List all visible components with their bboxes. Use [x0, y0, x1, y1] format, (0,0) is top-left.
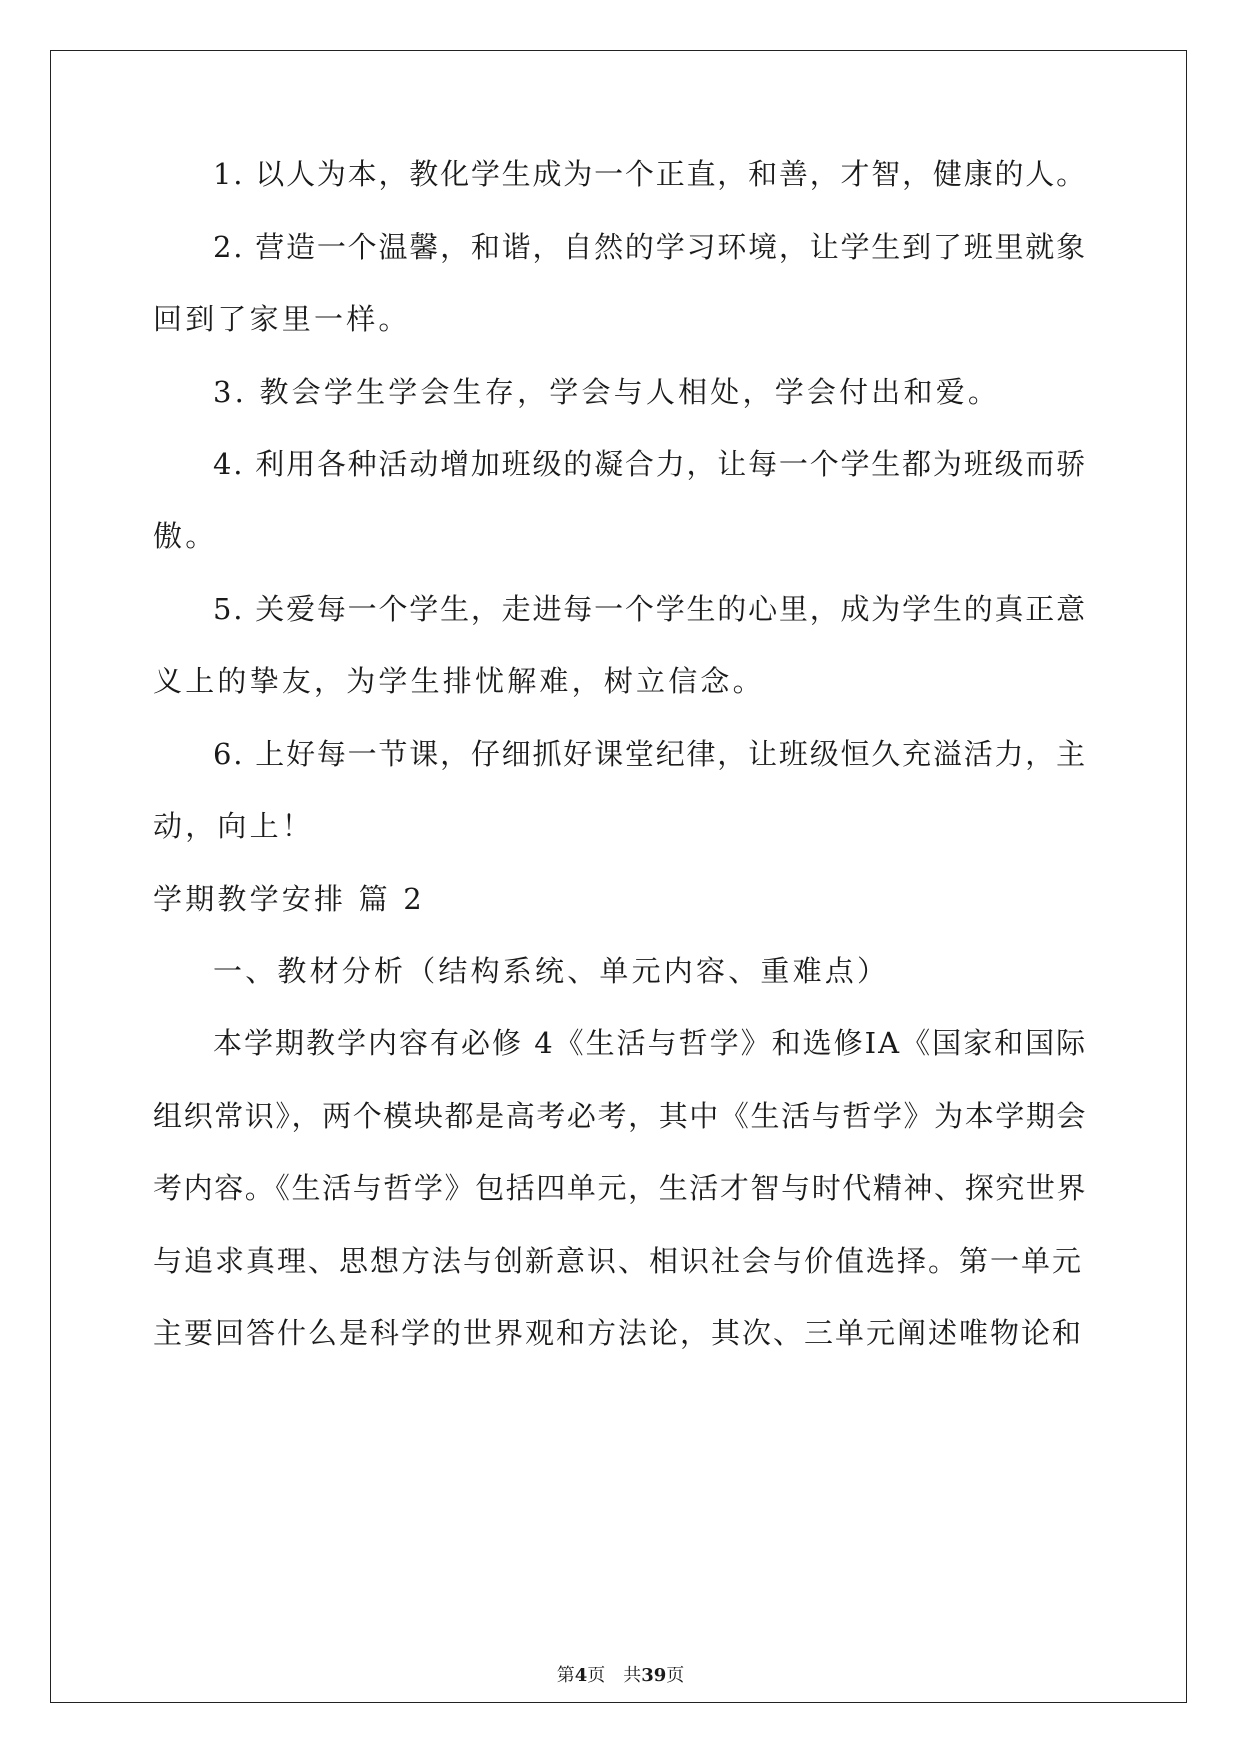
body-paragraph-line-1: 本学期教学内容有必修 4《生活与哲学》和选修ⅠA《国家和国际	[213, 1026, 1088, 1060]
body-paragraph-line-2: 组织常识》，两个模块都是高考必考，其中《生活与哲学》为本学期会	[153, 1099, 1088, 1133]
paragraph-6-line-2: 动，向上！	[153, 809, 315, 843]
footer-suffix: 页	[666, 1665, 685, 1686]
page-footer	[0, 1665, 1241, 1687]
footer-middle: 页 共	[587, 1665, 642, 1686]
paragraph-5-line-2: 义上的挚友，为学生排忧解难，树立信念。	[153, 664, 765, 698]
body-paragraph-line-3: 考内容。《生活与哲学》包括四单元，生活才智与时代精神、探究世界	[153, 1171, 1088, 1205]
footer-prefix: 第	[556, 1665, 575, 1686]
paragraph-2-line-2: 回到了家里一样。	[153, 302, 411, 336]
body-paragraph-line-4: 与追求真理、思想方法与创新意识、相识社会与价值选择。第一单元	[153, 1244, 1084, 1278]
paragraph-3-line-1: 3. 教会学生学会生存，学会与人相处，学会付出和爱。	[213, 375, 1001, 409]
paragraph-4-line-1: 4. 利用各种活动增加班级的凝合力，让每一个学生都为班级而骄	[213, 447, 1087, 481]
current-page-number: 4	[574, 1665, 588, 1686]
body-paragraph-line-5: 主要回答什么是科学的世界观和方法论，其次、三单元阐述唯物论和	[153, 1316, 1084, 1350]
paragraph-4-line-2: 傲。	[153, 519, 218, 553]
paragraph-2-line-1: 2. 营造一个温馨，和谐，自然的学习环境，让学生到了班里就象	[213, 230, 1087, 264]
paragraph-1-line-1: 1. 以人为本，教化学生成为一个正直，和善，才智，健康的人。	[213, 157, 1087, 191]
section-heading: 学期教学安排 篇 2	[153, 882, 425, 916]
paragraph-5-line-1: 5. 关爱每一个学生，走进每一个学生的心里，成为学生的真正意	[213, 592, 1087, 626]
page-border	[50, 50, 1187, 1703]
subsection-heading: 一、教材分析（结构系统、单元内容、重难点）	[213, 954, 890, 988]
paragraph-6-line-1: 6. 上好每一节课，仔细抓好课堂纪律，让班级恒久充溢活力，主	[213, 737, 1087, 771]
total-page-number: 39	[641, 1665, 667, 1686]
